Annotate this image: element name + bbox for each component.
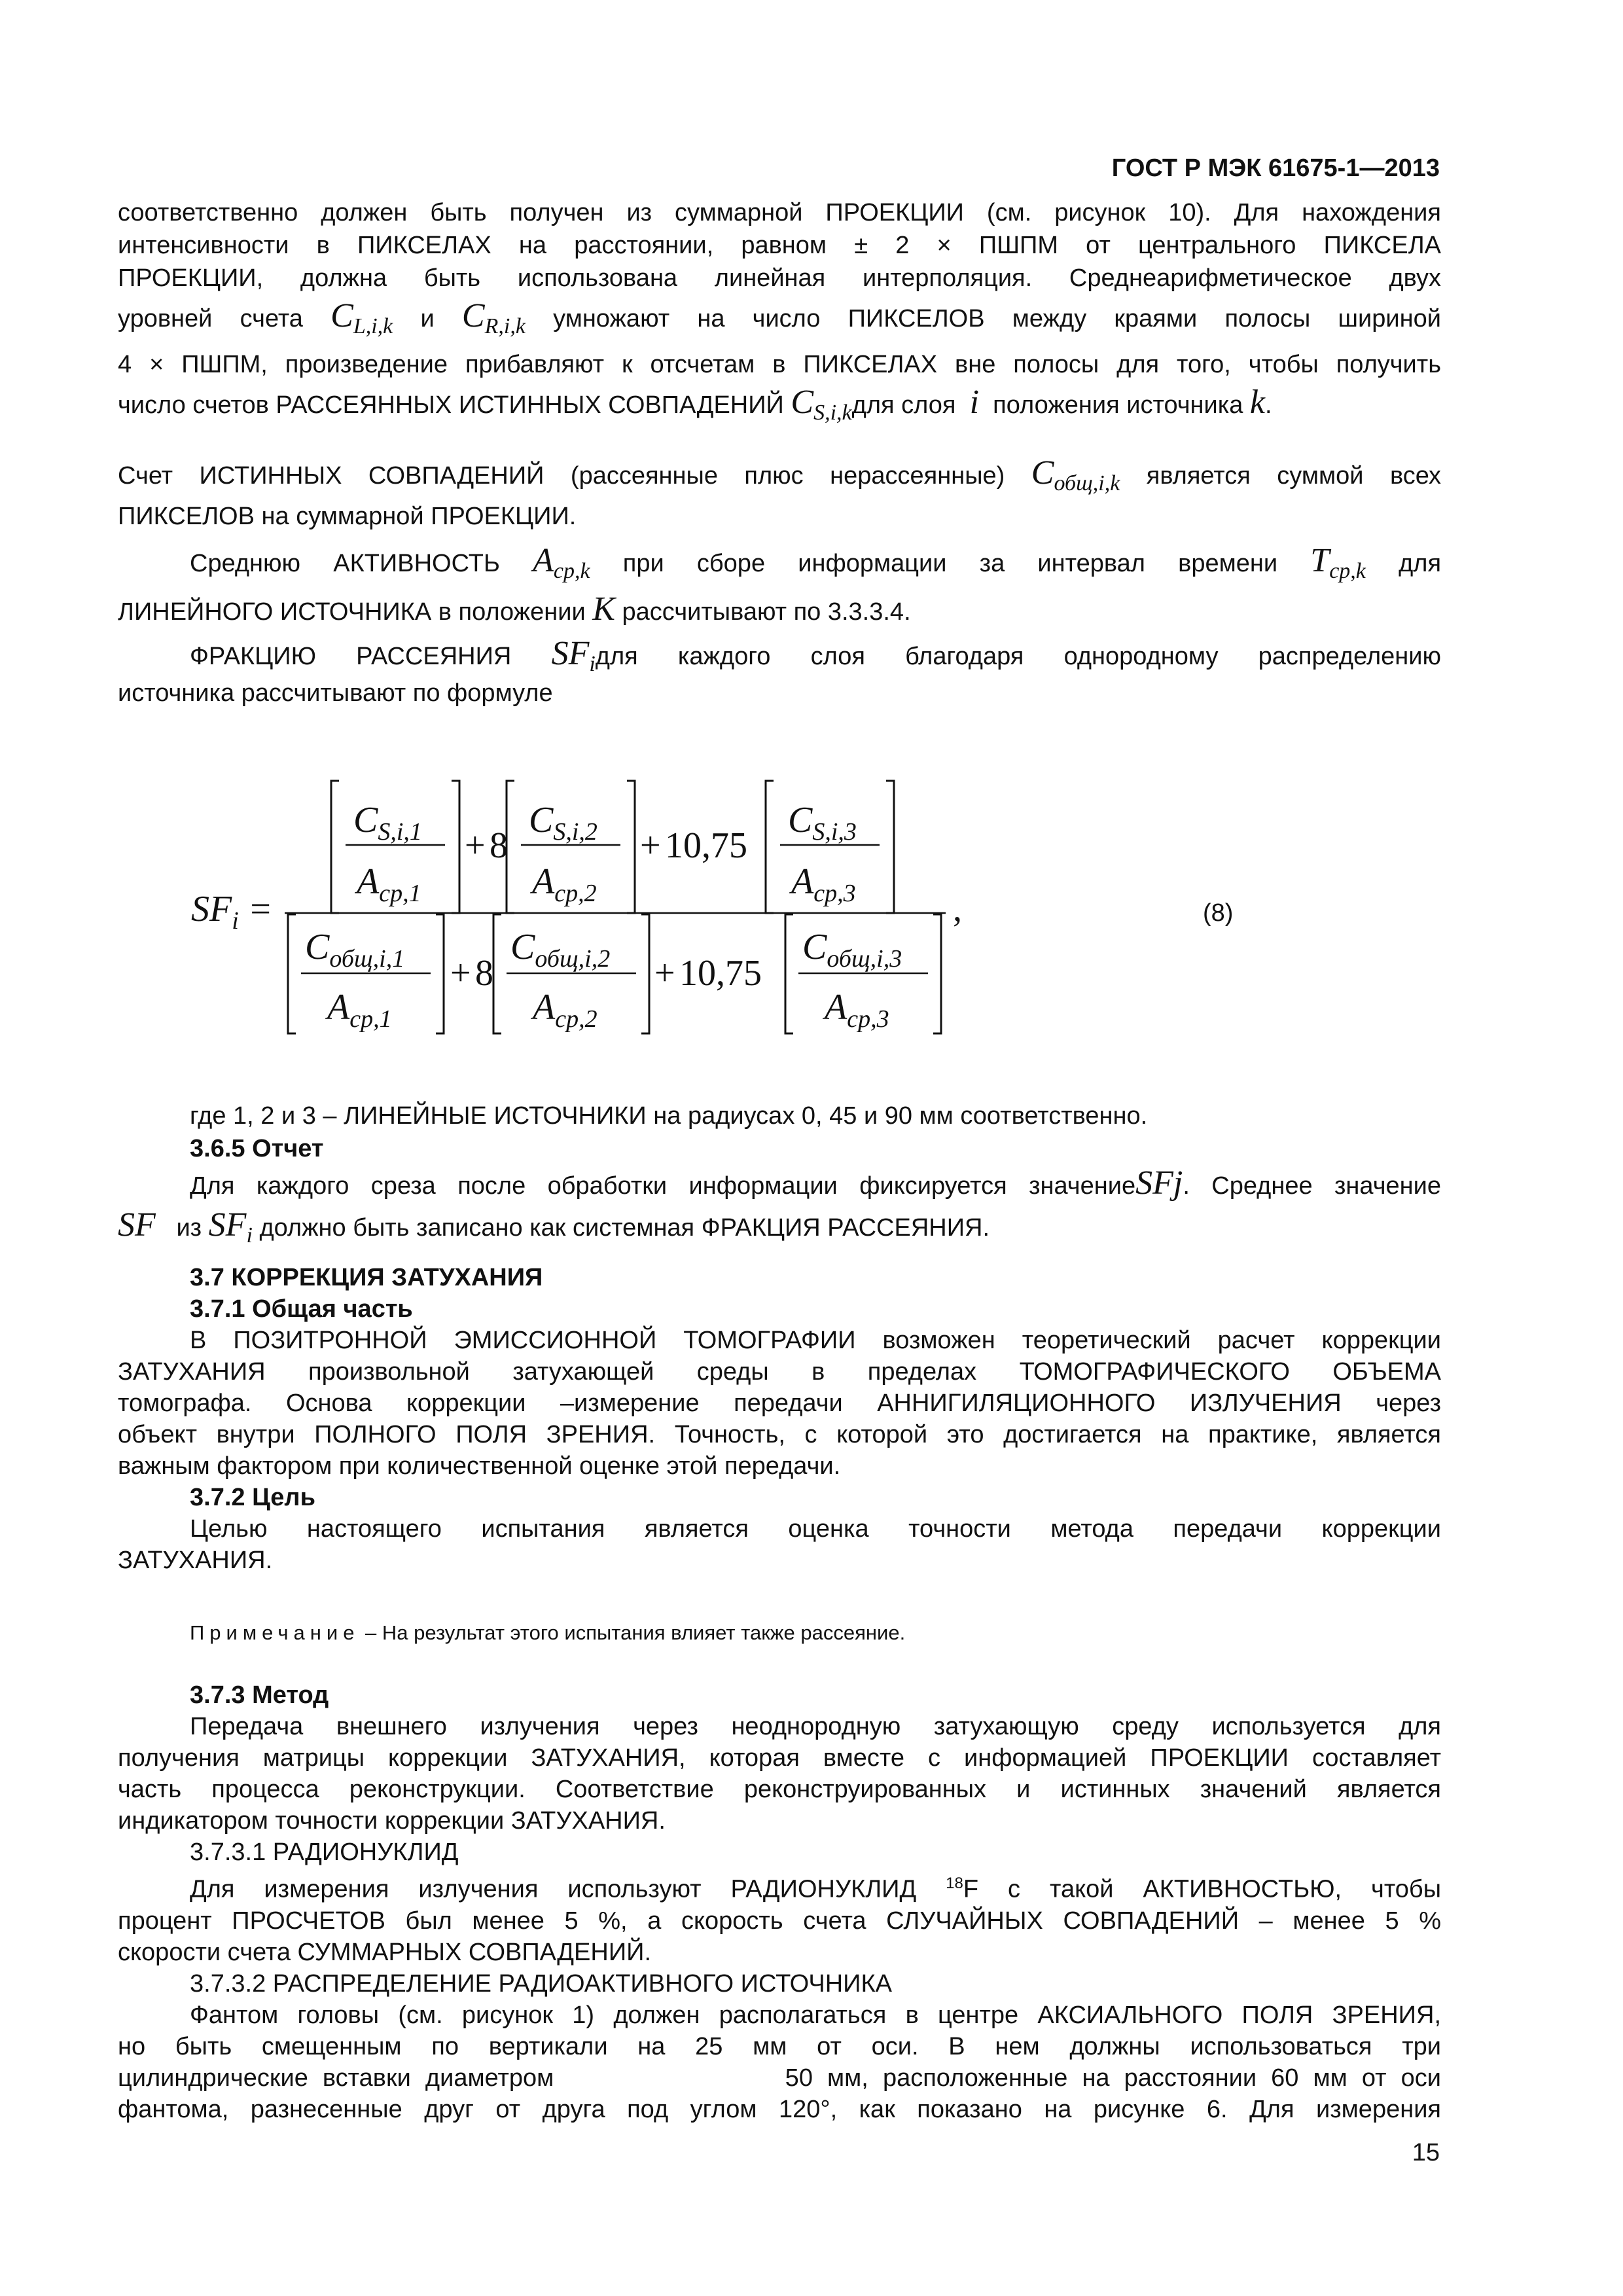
text-line: Целью настоящего испытания является оценка точности метода передачи коррекции bbox=[190, 1515, 1441, 1543]
text-line: но быть смещенным по вертикали на 25 мм от оси. В нем должны использоваться три bbox=[118, 2032, 1441, 2060]
text-line: получения матрицы коррекции ЗАТУХАНИЯ, которая вместе с информацией ПРОЕКЦИИ составляет bbox=[118, 1744, 1441, 1772]
text-line: источника рассчитывают по формуле bbox=[118, 679, 553, 707]
section-title: 3.6.5 Отчет bbox=[190, 1135, 324, 1162]
paragraph-activity bbox=[118, 538, 1441, 635]
svg-text:,: , bbox=[953, 889, 962, 929]
text-line: SF из $SF_i$ должно быть записано как системная ФРАКЦИЯ РАССЕЯНИЯ. bbox=[118, 1206, 990, 1247]
text-line: 4 × ПШПМ, произведение прибавляют к отсчетам в ПИКСЕЛАХ вне полосы для того, чтобы получить bbox=[118, 351, 1441, 378]
page-number: 15 bbox=[1412, 2139, 1440, 2166]
symbol-t-avg: $T_{ср,k}$ bbox=[1310, 542, 1366, 583]
den-a-3: $A_{ср,3}$ bbox=[825, 987, 889, 1033]
svg-text:+: + bbox=[450, 953, 471, 994]
paragraph-scatter-fraction bbox=[118, 636, 1441, 709]
text-line: важным фактором при количественной оценке этой передачи. bbox=[118, 1452, 841, 1480]
svg-text:+: + bbox=[654, 953, 675, 994]
paragraph-projection bbox=[118, 196, 1441, 429]
den-c-3: $C_{общ,i,3}$ bbox=[802, 927, 902, 973]
num-a-3: $A_{ср,3}$ bbox=[791, 861, 856, 907]
text-line: скорости счета СУММАРНЫХ СОВПАДЕНИЙ. bbox=[118, 1938, 651, 1966]
text-line: индикатором точности коррекции ЗАТУХАНИЯ. bbox=[118, 1807, 666, 1835]
text-line: объект внутри ПОЛНОГО ПОЛЯ ЗРЕНИЯ. Точность, с которой это достигается на практике, является bbox=[118, 1421, 1441, 1448]
text-line: число счетов РАССЕЯННЫХ ИСТИННЫХ СОВПАДЕНИЙ $C_{S,i,k}для$ слоя i положения источника k. bbox=[118, 384, 1272, 425]
text-line: часть процесса реконструкции. Соответствие реконструированных и истинных значений является bbox=[118, 1776, 1441, 1803]
num-a-2: $A_{ср,2}$ bbox=[532, 861, 597, 907]
text-line: процент ПРОСЧЕТОВ был менее 5 %, а скорость счета СЛУЧАЙНЫХ СОВПАДЕНИЙ – менее 5 % bbox=[118, 1907, 1441, 1935]
text-line: Среднюю АКТИВНОСТЬ $A_{ср,k}$ при сборе информации за интервал времени $T_{ср,k}$ для bbox=[190, 542, 1442, 583]
section-title: 3.7.2 Цель bbox=[190, 1484, 315, 1511]
svg-text:+: + bbox=[640, 825, 661, 866]
den-a-2: $A_{ср,2}$ bbox=[533, 987, 597, 1033]
note-label: Примечание bbox=[190, 1621, 360, 1644]
symbol-k-position: K bbox=[592, 590, 615, 628]
coef-1075-num: 10,75 bbox=[665, 825, 747, 866]
coef-8-den: 8 bbox=[475, 953, 493, 994]
text-line: ФРАКЦИЮ РАССЕЯНИЯ $SF_iдля$ каждого слоя благодаря однородному распределению bbox=[190, 635, 1441, 676]
symbol-sf: SF bbox=[118, 1206, 156, 1244]
coef-1075-den: 10,75 bbox=[679, 953, 762, 994]
text-line: В ПОЗИТРОННОЙ ЭМИССИОННОЙ ТОМОГРАФИИ возможен теоретический расчет коррекции bbox=[190, 1327, 1441, 1354]
paragraph-true-coincidences bbox=[118, 452, 1441, 533]
text-line: ЗАТУХАНИЯ произвольной затухающей среды в пределах ТОМОГРАФИЧЕСКОГО ОБЪЕМА bbox=[118, 1358, 1441, 1386]
svg-text:+: + bbox=[465, 825, 486, 866]
num-c-2: $C_{S,i,2}$ bbox=[529, 800, 597, 846]
section-title: 3.7.1 Общая часть bbox=[190, 1295, 413, 1323]
section-title: 3.7 КОРРЕКЦИЯ ЗАТУХАНИЯ bbox=[190, 1264, 543, 1291]
text-line: уровней счета $C_{L,i,k}$ и $C_{R,i,k}$ умножают на число ПИКСЕЛОВ между краями полосы шириной bbox=[118, 297, 1441, 338]
section-title: 3.7.3.1 РАДИОНУКЛИД bbox=[190, 1839, 459, 1866]
symbol-sf-j: SFj bbox=[1135, 1164, 1183, 1202]
text-line: ПРОЕКЦИИ, должна быть использована линейная интерполяция. Среднеарифметическое двух bbox=[118, 264, 1441, 292]
section-365 bbox=[118, 1100, 1441, 1249]
text-line: томографа. Основа коррекции –измерение передачи АННИГИЛЯЦИОННОГО ИЗЛУЧЕНИЯ через bbox=[118, 1390, 1441, 1417]
num-a-1: $A_{ср,1}$ bbox=[357, 861, 421, 907]
symbol-sf-i-2: $SF_i$ bbox=[208, 1206, 253, 1247]
section-title: 3.7.3.2 РАСПРЕДЕЛЕНИЕ РАДИОАКТИВНОГО ИСТОЧНИКА bbox=[190, 1969, 892, 1998]
section-title: 3.7.3 Метод bbox=[190, 1681, 329, 1709]
note-line: Примечание – На результат этого испытания влияет также рассеяние. bbox=[190, 1621, 906, 1644]
symbol-c-total: $C_{общ,i,k}$ bbox=[1031, 454, 1120, 495]
symbol-k: k bbox=[1249, 384, 1266, 421]
coef-8-num: 8 bbox=[490, 825, 508, 866]
section-37 bbox=[118, 1262, 1441, 1576]
text-line: Передача внешнего излучения через неоднородную затухающую среду используется для bbox=[190, 1713, 1441, 1740]
text-line: Счет ИСТИННЫХ СОВПАДЕНИЙ (рассеянные плюс нерассеянные) $C_{общ,i,k}$ является суммой всех bbox=[118, 454, 1442, 495]
text-line: цилиндрические вставки диаметром 50 мм, расположенные на расстоянии 60 мм от оси bbox=[118, 2064, 1441, 2092]
text-line: фантома, разнесенные друг от друга под углом 120°, как показано на рисунке 6. Для измерения bbox=[118, 2095, 1441, 2123]
note bbox=[118, 1617, 1441, 1649]
formula-number: (8) bbox=[1203, 899, 1234, 927]
symbol-a-avg: $A_{ср,k}$ bbox=[533, 542, 590, 583]
text-line: соответственно должен быть получен из суммарной ПРОЕКЦИИ (см. рисунок 10). Для нахождения bbox=[118, 199, 1441, 226]
document-code-header: ГОСТ Р МЭК 61675-1—2013 bbox=[1111, 154, 1440, 182]
formula-lhs: $SF_i$ = bbox=[191, 889, 273, 935]
text-line: Для измерения излучения используют РАДИОНУКЛИД $^{18}$F с такой АКТИВНОСТЬЮ, чтобы bbox=[190, 1874, 1442, 1903]
den-c-2: $C_{общ,i,2}$ bbox=[510, 927, 611, 973]
symbol-c-s: $C_{S,i,k}$ bbox=[791, 384, 852, 425]
symbol-sf-i: $SF_i$ bbox=[551, 635, 596, 676]
text-line: Фантом головы (см. рисунок 1) должен располагаться в центре АКСИАЛЬНОГО ПОЛЯ ЗРЕНИЯ, bbox=[190, 2001, 1441, 2029]
num-c-1: $C_{S,i,1}$ bbox=[353, 800, 422, 846]
formula-8 bbox=[177, 769, 1433, 1050]
num-c-3: $C_{S,i,3}$ bbox=[788, 800, 857, 846]
symbol-c-r: $C_{R,i,k}$ bbox=[461, 297, 526, 338]
symbol-c-l: $C_{L,i,k}$ bbox=[330, 297, 393, 338]
text-line: ЛИНЕЙНОГО ИСТОЧНИКА в положении K рассчитывают по 3.3.3.4. bbox=[118, 590, 911, 628]
text-line: интенсивности в ПИКСЕЛАХ на расстоянии, равном ± 2 × ПШПМ от центрального ПИКСЕЛА bbox=[118, 232, 1441, 259]
section-373 bbox=[118, 1679, 1441, 2125]
where-line: где 1, 2 и 3 – ЛИНЕЙНЫЕ ИСТОЧНИКИ на радиусах 0, 45 и 90 мм соответственно. bbox=[190, 1102, 1148, 1130]
den-c-1: $C_{общ,i,1}$ bbox=[305, 927, 405, 973]
den-a-1: $A_{ср,1}$ bbox=[327, 987, 392, 1033]
text-line: ЗАТУХАНИЯ. bbox=[118, 1547, 273, 1574]
symbol-i: i bbox=[969, 384, 980, 421]
text-line: Для каждого среза после обработки информации фиксируется значениеSFj. Среднее значение bbox=[190, 1164, 1441, 1202]
text-line: ПИКСЕЛОВ на суммарной ПРОЕКЦИИ. bbox=[118, 503, 577, 530]
